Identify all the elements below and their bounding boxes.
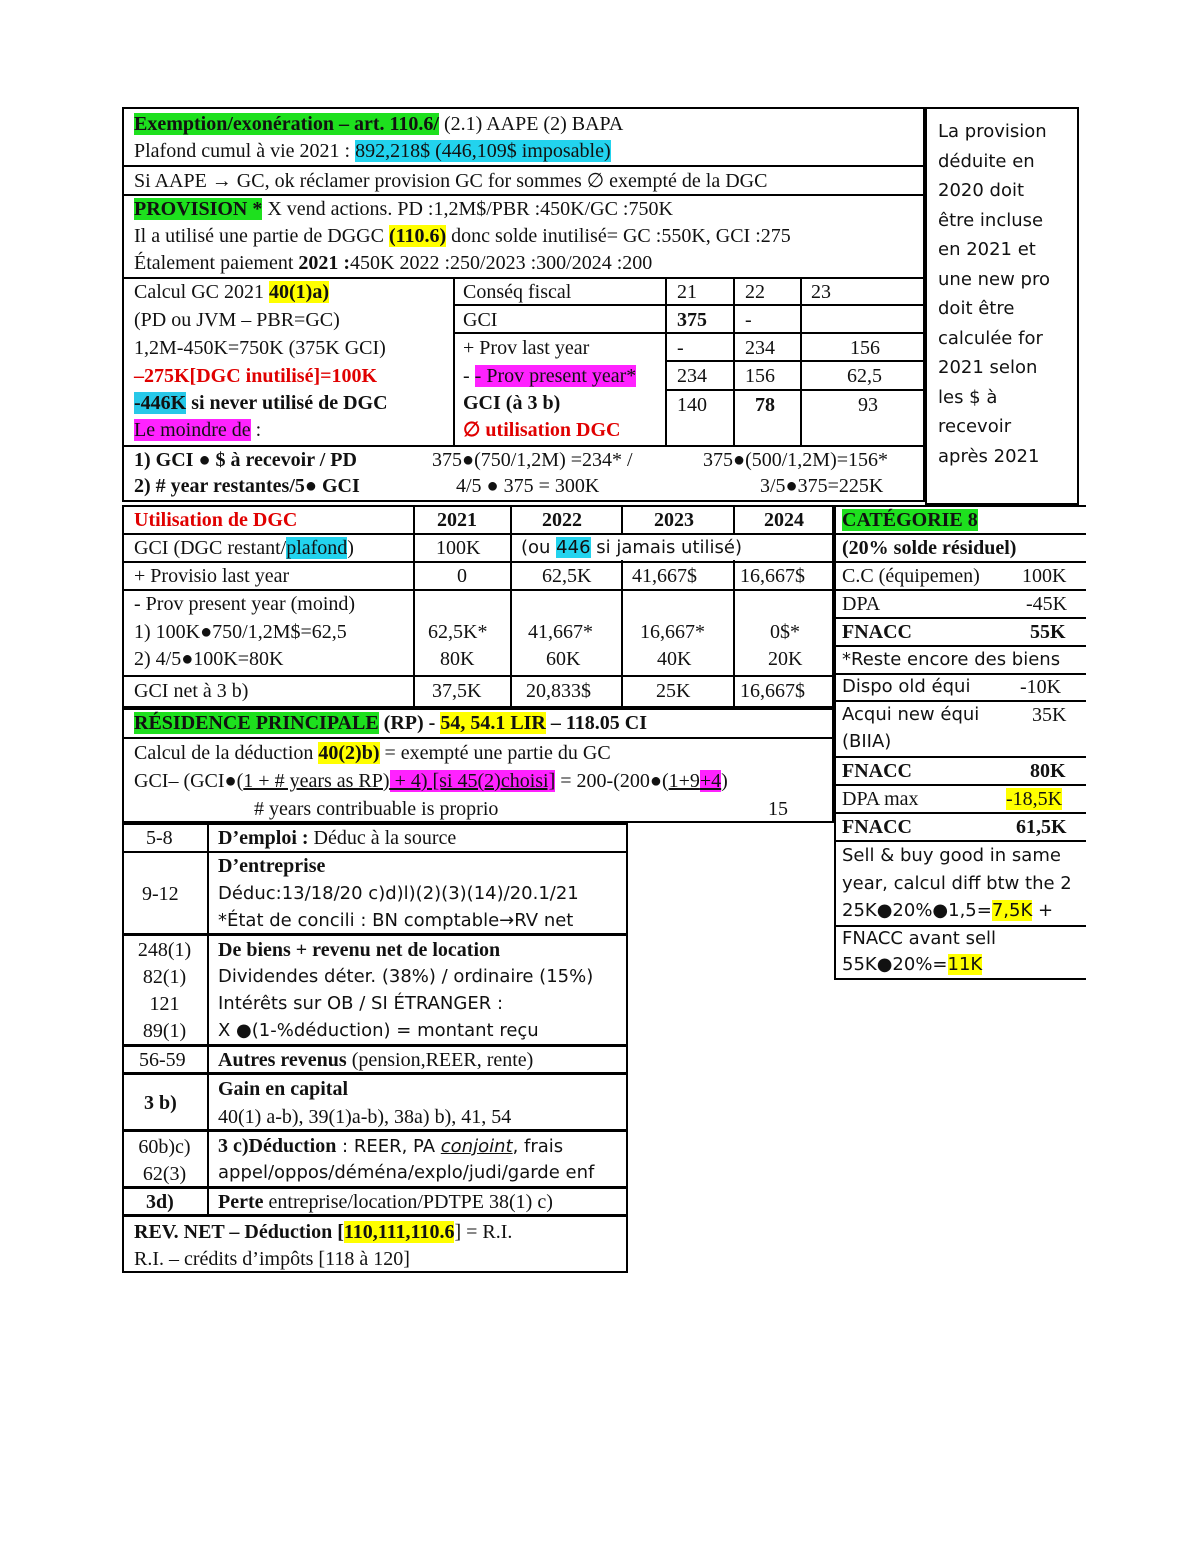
side-note-line: en 2021 et <box>938 239 1036 260</box>
plafond-line <box>134 139 611 164</box>
conseq-row-gci-21: 375 <box>677 309 707 331</box>
calcul-gc-line6 <box>134 418 261 443</box>
revnet-articles-highlight: 110,111,110.6 <box>343 1221 455 1243</box>
rp-formula-highlight: + 4) [si 45(2)choisi] <box>389 770 556 792</box>
revnet-line1 <box>134 1220 512 1245</box>
side-note-line: calculée for <box>938 327 1043 349</box>
income-deduction-after: , frais <box>512 1136 564 1157</box>
dgc-row4-label: GCI net à 3 b) <box>134 680 249 702</box>
moindre-line1-2022: 375●(500/1,2M)=156* <box>703 449 889 471</box>
income-code: 248(1) <box>137 939 192 961</box>
cat8-acqui-label: Acqui new équi <box>842 704 980 725</box>
dgc-row2-label: + Provisio last year <box>134 565 290 587</box>
rp-denominator: # years contribuable is proprio <box>254 798 499 820</box>
cat8-dpamax-highlight: -18,5K <box>1006 788 1063 810</box>
income-gc-title: Gain en capital <box>218 1078 349 1100</box>
side-note-line: être incluse <box>938 209 1044 231</box>
dgc-row2-2022: 62,5K <box>542 565 592 587</box>
conseq-row-prov-present-22: 156 <box>745 365 775 387</box>
conseq-header-23: 23 <box>811 281 831 303</box>
side-note-text <box>938 117 1076 471</box>
calcul-gc-line4: –275K[DGC inutilisé]=100K <box>134 365 378 387</box>
calcul-gc-title-text: Calcul GC 2021 <box>134 281 269 303</box>
conseq-row-prov-present-23: 62,5 <box>847 365 882 387</box>
cat8-title <box>842 508 978 533</box>
moindre-colon: : <box>250 419 262 441</box>
cat8-sell-highlight: 7,5K <box>991 900 1033 921</box>
calcul-gc-article: 40(1)a) <box>269 281 329 303</box>
moindre-line1-2021: 375●(750/1,2M) =234* / <box>432 449 633 471</box>
side-note-line: 2021 selon <box>938 357 1038 378</box>
cat8-cc-label: C.C (équipemen) <box>842 565 980 587</box>
revnet-line1-a: REV. NET – Déduction [ <box>134 1221 344 1243</box>
income-deduction-code-list <box>122 1134 207 1188</box>
rp-formula-c: ) <box>721 770 728 792</box>
income-emploi <box>218 826 456 851</box>
dgc-row3-2021-b: 80K <box>440 648 475 670</box>
cat8-subtitle: (20% solde résiduel) <box>842 537 1017 559</box>
rp-line1-a: Calcul de la déduction <box>134 742 319 764</box>
income-deduction <box>218 1134 563 1159</box>
income-deduction-line1: appel/oppos/déména/explo/judi/garde enf <box>218 1162 595 1183</box>
conseq-row-gci3b-23: 93 <box>858 394 878 416</box>
calcul-gc-line3: 1,2M-450K=750K (375K GCI) <box>134 337 386 359</box>
rp-article-highlight: 54, 54.1 LIR <box>440 712 546 734</box>
conseq-row-gci-22: - <box>745 309 752 331</box>
conseq-row-gci-label: GCI <box>463 309 498 331</box>
cat8-dispo-label: Dispo old équi <box>842 676 971 697</box>
moindre-highlight: Le moindre de <box>134 419 251 441</box>
cat8-sell-formula: 25K●20%●1,5= <box>842 900 992 921</box>
side-note-line: déduite en <box>938 150 1035 172</box>
dgc-header-2024: 2024 <box>764 509 804 531</box>
provision-title: PROVISION * <box>134 198 263 220</box>
provision-line1 <box>134 197 673 222</box>
dgc-row3-2024-a: 0$* <box>770 621 800 643</box>
rp-formula-numerator-2: 1+9 <box>668 770 700 792</box>
conseq-row-prov-last-22: 234 <box>745 337 775 359</box>
cat8-avant-formula: 55K●20%= <box>842 954 948 975</box>
income-deduction-rest: : REER, PA <box>336 1136 441 1157</box>
income-code: 121 <box>149 993 180 1015</box>
dgc-row4-2021: 37,5K <box>432 680 482 702</box>
cat8-dpa-label: DPA <box>842 593 881 615</box>
rp-title <box>134 711 647 736</box>
side-note-line: recevoir <box>938 416 1012 437</box>
cat8-fnacc1-label: FNACC <box>842 621 912 643</box>
exemption-title-highlight: Exemption/exonération – art. 110.6/ <box>134 113 439 135</box>
cat8-fnacc2-label: FNACC <box>842 760 912 782</box>
provision-line1-text: X vend actions. PD :1,2M$/PBR :450K/GC :750K <box>262 198 673 220</box>
dgc-row4-2022: 20,833$ <box>526 680 591 702</box>
side-note-line: La provision <box>938 121 1047 142</box>
income-emploi-rest: Déduc à la source <box>308 827 457 849</box>
income-gc-code: 3 b) <box>144 1092 177 1114</box>
income-perte-rest: entreprise/location/PDTPE 38(1) c) <box>263 1191 553 1213</box>
conseq-header-label: Conséq fiscal <box>463 281 572 303</box>
dgc-row1-label <box>134 536 354 561</box>
rp-title-b: – 118.05 CI <box>545 712 648 734</box>
cat8-reste: *Reste encore des biens <box>842 649 1061 670</box>
income-perte-code: 3d) <box>146 1191 174 1213</box>
side-note-line: doit être <box>938 298 1015 319</box>
income-code: 89(1) <box>142 1020 187 1042</box>
dgc-row3-2023-b: 40K <box>657 648 692 670</box>
dgc-header-label: Utilisation de DGC <box>134 509 298 531</box>
dgc-row1-note-b: si jamais utilisé) <box>590 537 742 558</box>
dgc-row1-2021: 100K <box>436 537 481 559</box>
provision-line3-a: Étalement paiement <box>134 252 299 274</box>
moindre-line2-2021: 4/5 ● 375 = 300K <box>456 475 600 497</box>
moindre-line2-label: 2) # year restantes/5● GCI <box>134 475 360 497</box>
dgc-446-highlight: 446 <box>556 537 591 558</box>
dgc-header-2021: 2021 <box>437 509 477 531</box>
rp-line1-highlight: 40(2)b) <box>318 742 380 764</box>
dgc-row4-2023: 25K <box>656 680 691 702</box>
rp-title-highlight: RÉSIDENCE PRINCIPALE <box>134 712 379 734</box>
income-entreprise-line1: Déduc:13/18/20 c)d)l)(2)(3)(14)/20.1/21 <box>218 883 579 904</box>
revnet-line1-b: ] = R.I. <box>454 1221 513 1243</box>
income-entreprise-title: D’entreprise <box>218 855 326 877</box>
income-perte-title: Perte <box>218 1191 264 1213</box>
dgc-row1-note <box>521 537 742 560</box>
conseq-row-prov-last-21: - <box>677 337 684 359</box>
aape-line: Si AAPE → GC, ok réclamer provision GC for sommes ∅ exempté de la DGC <box>134 170 768 192</box>
dgc-row2-2024: 16,667$ <box>740 565 805 587</box>
income-autres-code: 56-59 <box>139 1049 186 1071</box>
cat8-dpamax-label: DPA max <box>842 788 919 810</box>
provision-line2-a: Il a utilisé une partie de DGGC <box>134 225 389 247</box>
income-code: 62(3) <box>142 1163 187 1185</box>
cat8-avant-line1: FNACC avant sell <box>842 928 997 949</box>
rp-formula-a: GCI– (GCI●( <box>134 770 244 792</box>
conseq-row-prov-last-23: 156 <box>850 337 880 359</box>
income-biens-line1: Dividendes déter. (38%) / ordinaire (15%) <box>218 966 594 987</box>
income-biens-line3: X ●(1-%déduction) = montant reçu <box>218 1020 539 1041</box>
income-entreprise-code: 9-12 <box>142 883 179 905</box>
cat8-fnacc1-value: 55K <box>1030 621 1066 643</box>
cat8-sell-line1: Sell & buy good in same <box>842 845 1061 866</box>
provision-line2-b: donc solde inutilisé= GC :550K, GCI :275 <box>446 225 791 247</box>
provision-line2 <box>134 224 791 249</box>
rp-formula-numerator: 1 + # years as RP) <box>243 770 390 792</box>
side-note-line: les $ à <box>938 386 998 408</box>
cat8-acqui-value: 35K <box>1032 704 1067 726</box>
calcul-gc-title <box>134 280 329 305</box>
income-deduction-title: 3 c)Déduction <box>218 1135 337 1157</box>
income-deduction-conjoint: conjoint <box>440 1136 513 1157</box>
income-perte <box>218 1190 553 1215</box>
income-code: 82(1) <box>142 966 187 988</box>
dgc-row1-label-a: GCI (DGC restant/ <box>134 537 287 559</box>
dgc-row3-label-2: 1) 100K●750/1,2M$=62,5 <box>134 621 347 643</box>
dgc-row1-label-b: ) <box>347 537 354 559</box>
income-emploi-title: D’emploi : <box>218 827 309 849</box>
cat8-title-highlight: CATÉGORIE 8 <box>842 509 978 531</box>
cat8-sell-line3 <box>842 900 1053 923</box>
plafond-value: 892,218$ (446,109$ imposable) <box>355 140 611 162</box>
dgc-header-2023: 2023 <box>654 509 694 531</box>
income-autres-title: Autres revenus <box>218 1049 347 1071</box>
dgc-row3-2022-a: 41,667* <box>528 621 593 643</box>
cat8-avant-highlight: 11K <box>947 954 983 975</box>
cat8-fnacc2-value: 80K <box>1030 760 1066 782</box>
income-code: 60b)c) <box>138 1136 191 1158</box>
moindre-line1-label: 1) GCI ● $ à recevoir / PD <box>134 449 357 471</box>
plafond-label: Plafond cumul à vie 2021 : <box>134 140 356 162</box>
side-note-line: une new pro <box>938 268 1050 290</box>
conseq-row-prov-present-label: - - Prov present year* <box>463 365 637 387</box>
rp-formula <box>134 769 728 794</box>
rp-line1-b: = exempté une partie du GC <box>379 742 611 764</box>
rp-title-a: (RP) - <box>378 712 441 734</box>
side-note-line: 2020 doit <box>938 180 1025 201</box>
cat8-sell-line2: year, calcul diff btw the 2 <box>842 873 1072 894</box>
cat8-dispo-value: -10K <box>1020 676 1062 698</box>
dgc-row3-2021-a: 62,5K* <box>428 621 488 643</box>
conseq-header-21: 21 <box>677 281 697 303</box>
moindre-line2-2022: 3/5●375=225K <box>760 475 884 497</box>
calcul-gc-line5-text: si never utilisé de DGC <box>186 392 388 414</box>
provision-line3 <box>134 251 652 276</box>
dgc-row3-label-3: 2) 4/5●100K=80K <box>134 648 284 670</box>
provision-line3-b: 2021 : <box>298 252 351 274</box>
income-biens-line2: Intérêts sur OB / SI ÉTRANGER : <box>218 993 504 1014</box>
cat8-avant-line2 <box>842 954 982 977</box>
no-dgc-usage: ∅ utilisation DGC <box>463 419 621 441</box>
conseq-row-prov-last-label: + Prov last year <box>463 337 590 359</box>
rp-formula-highlight-2: +4 <box>699 770 722 792</box>
calcul-gc-446-highlight: -446K <box>134 392 187 414</box>
dgc-header-2022: 2022 <box>542 509 582 531</box>
rp-line1 <box>134 741 611 766</box>
cat8-fnacc3-label: FNACC <box>842 816 912 838</box>
conseq-row-gci3b-21: 140 <box>677 394 707 416</box>
plafond-highlight: plafond <box>286 537 348 559</box>
dgc-row3-2024-b: 20K <box>768 648 803 670</box>
conseq-row-prov-present-21: 234 <box>677 365 707 387</box>
cat8-biia: (BIIA) <box>842 731 892 752</box>
rp-formula-b: = 200-(200●( <box>555 770 669 792</box>
dgc-row3-2023-a: 16,667* <box>640 621 705 643</box>
cat8-sell-plus: + <box>1032 900 1054 921</box>
dgc-row2-2021: 0 <box>457 565 467 587</box>
income-biens-codes <box>122 937 207 1045</box>
income-biens-code-list <box>122 937 207 1045</box>
dgc-row2-2023: 41,667$ <box>632 565 697 587</box>
income-deduction-codes <box>122 1134 207 1188</box>
cat8-dpamax-value <box>1006 787 1062 812</box>
income-emploi-code: 5-8 <box>146 827 173 849</box>
side-note-line: après 2021 <box>938 445 1040 467</box>
exemption-title <box>134 112 623 137</box>
conseq-row-gci3b-label: GCI (à 3 b) <box>463 392 561 414</box>
cat8-dpa-value: -45K <box>1026 593 1068 615</box>
income-autres <box>218 1048 533 1073</box>
provision-line2-highlight: (110.6) <box>388 225 447 247</box>
calcul-gc-line2: (PD ou JVM – PBR=GC) <box>134 309 340 331</box>
conseq-row-gci3b-22: 78 <box>755 394 775 416</box>
income-autres-rest: (pension,REER, rente) <box>346 1049 534 1071</box>
dgc-row4-2024: 16,667$ <box>740 680 805 702</box>
cat8-cc-value: 100K <box>1022 565 1067 587</box>
exemption-title-rest: (2.1) AAPE (2) BAPA <box>438 113 624 135</box>
provision-line3-c: 450K 2022 :250/2023 :300/2024 :200 <box>350 252 653 274</box>
dgc-row3-2022-b: 60K <box>546 648 581 670</box>
conseq-header-22: 22 <box>745 281 765 303</box>
revnet-line2: R.I. – crédits d’impôts [118 à 120] <box>134 1248 410 1270</box>
income-biens-title: De biens + revenu net de location <box>218 939 501 961</box>
rp-denominator-value: 15 <box>768 798 788 820</box>
cat8-fnacc3-value: 61,5K <box>1016 816 1067 838</box>
income-entreprise-line2: *État de concili : BN comptable→RV net <box>218 910 574 931</box>
dgc-row3-label-1: - Prov present year (moind) <box>134 593 356 615</box>
income-gc-line1: 40(1) a-b), 39(1)a-b), 38a) b), 41, 54 <box>218 1106 512 1128</box>
calcul-gc-line5 <box>134 391 388 416</box>
prov-present-highlight: - Prov present year* <box>474 365 637 387</box>
dgc-row1-note-a: (ou <box>521 537 557 558</box>
